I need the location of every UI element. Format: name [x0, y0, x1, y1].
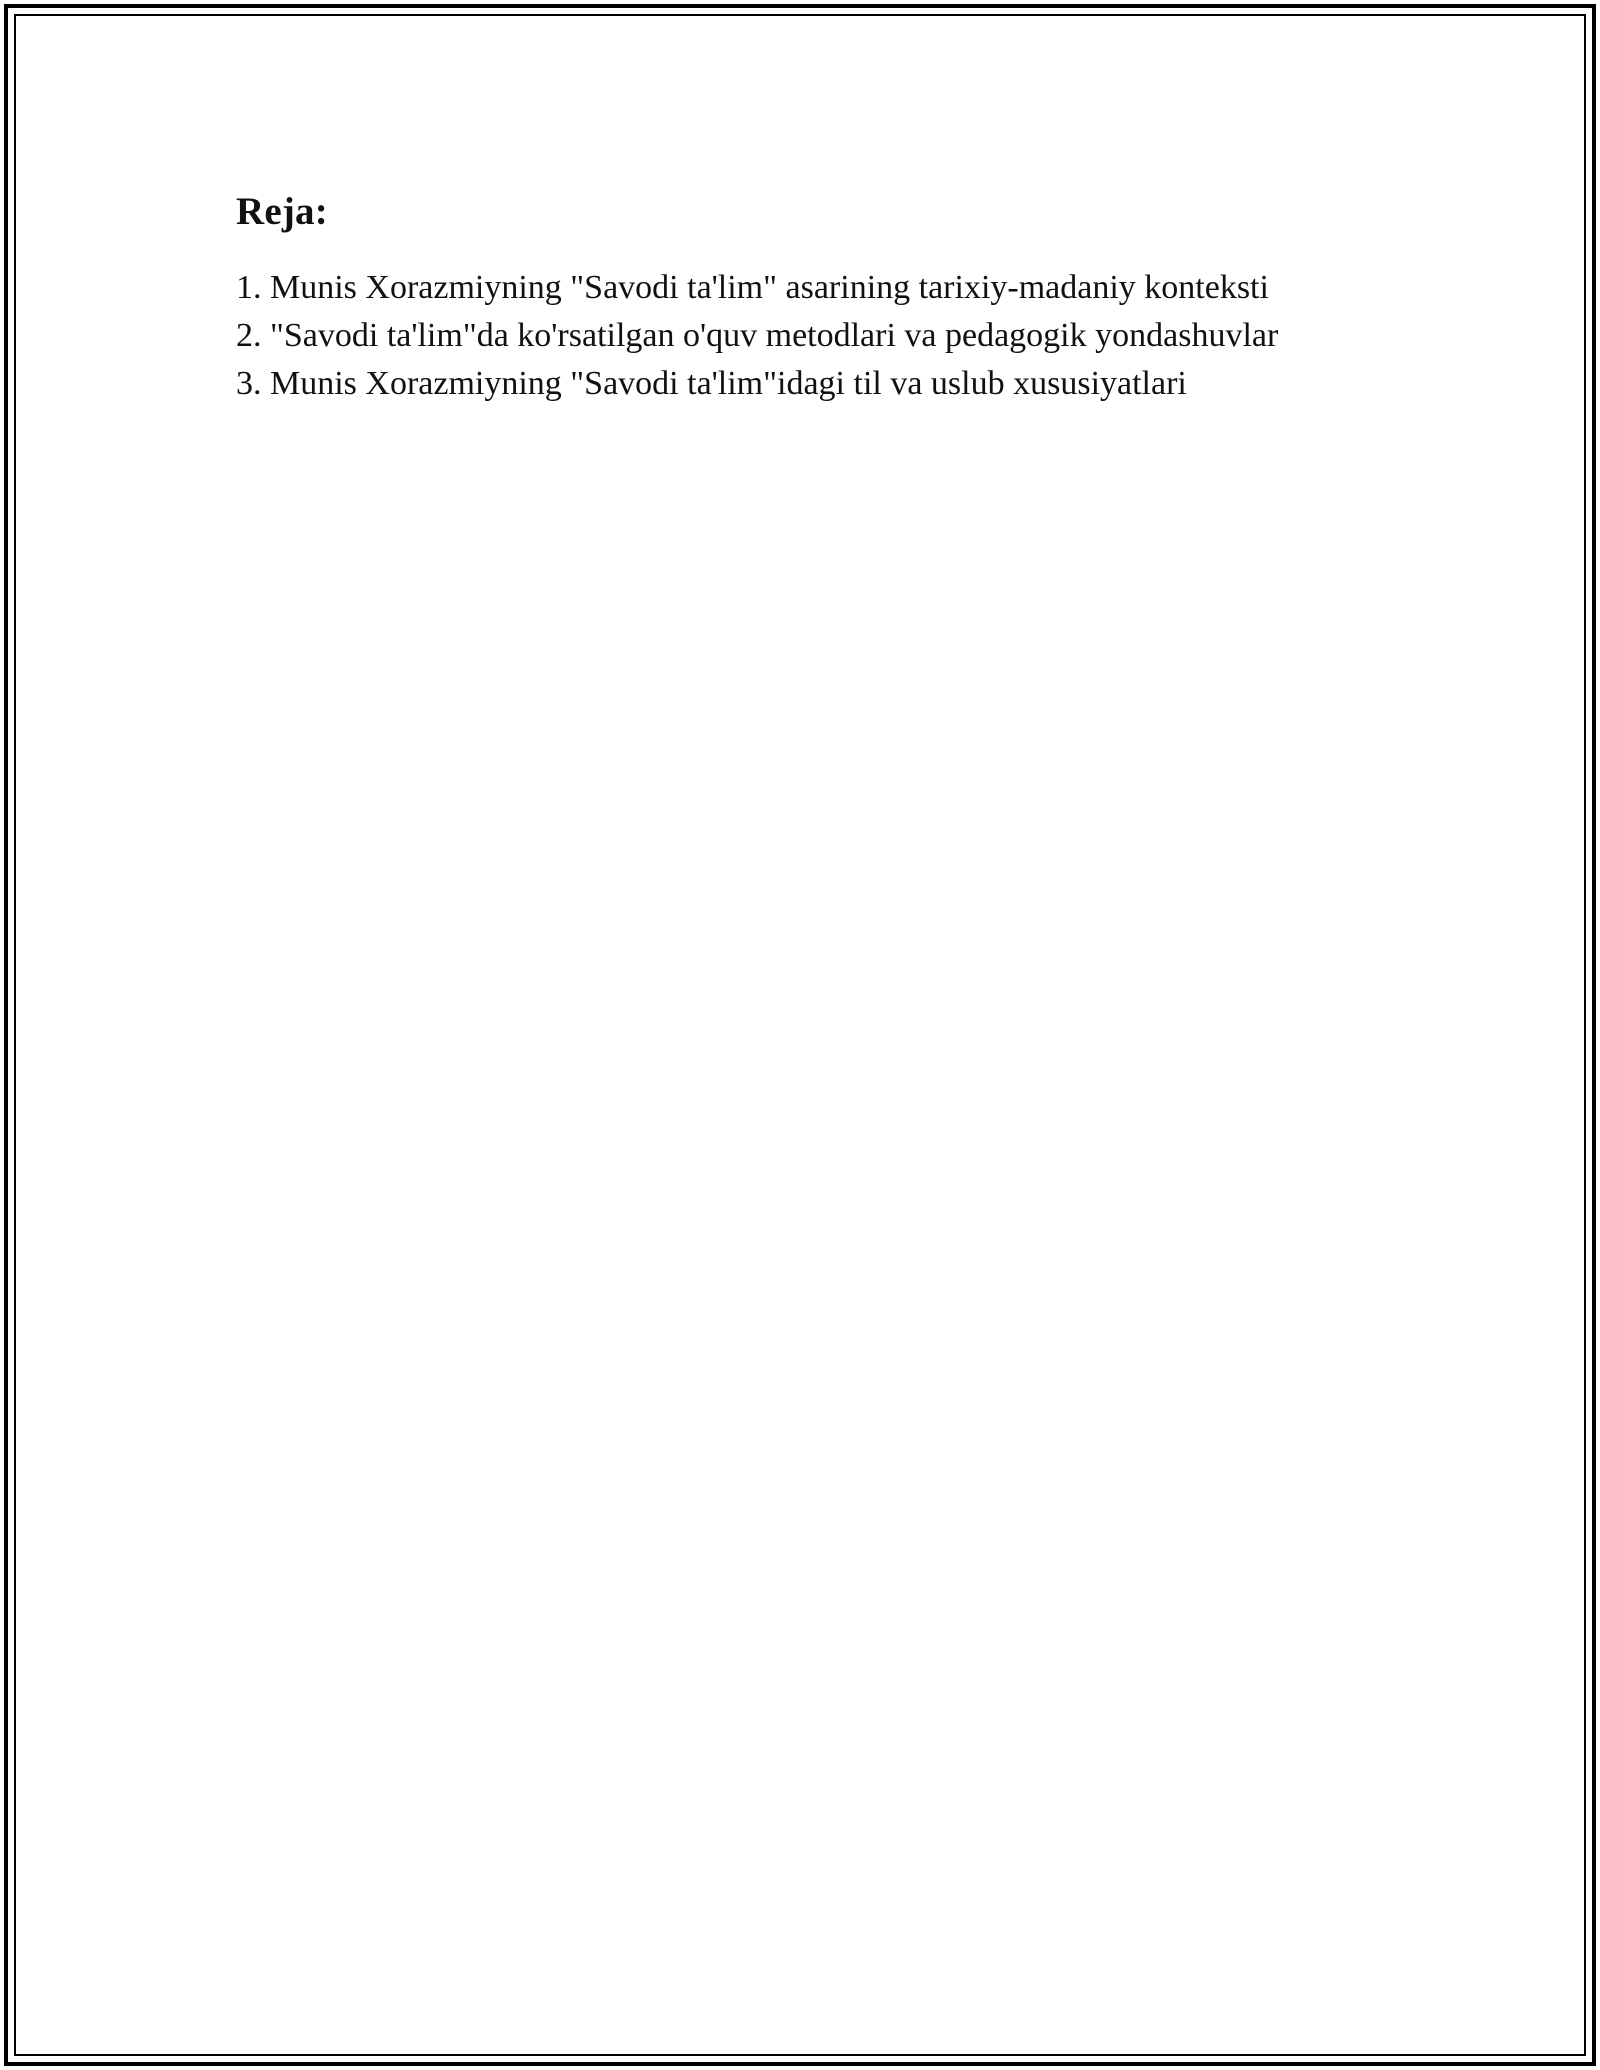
plan-item: 3. Munis Xorazmiyning "Savodi ta'lim"idagi til va uslub xususiyatlari: [236, 365, 1187, 402]
plan-item: 2. "Savodi ta'lim"da ko'rsatilgan o'quv metodlari va pedagogik yondashuvlar: [236, 317, 1279, 354]
plan-item: 1. Munis Xorazmiyning "Savodi ta'lim" asarining tarixiy-madaniy konteksti: [236, 269, 1269, 306]
plan-title: Reja:: [236, 190, 328, 233]
plan-list: [236, 264, 1436, 408]
plan-section: [236, 186, 1436, 408]
